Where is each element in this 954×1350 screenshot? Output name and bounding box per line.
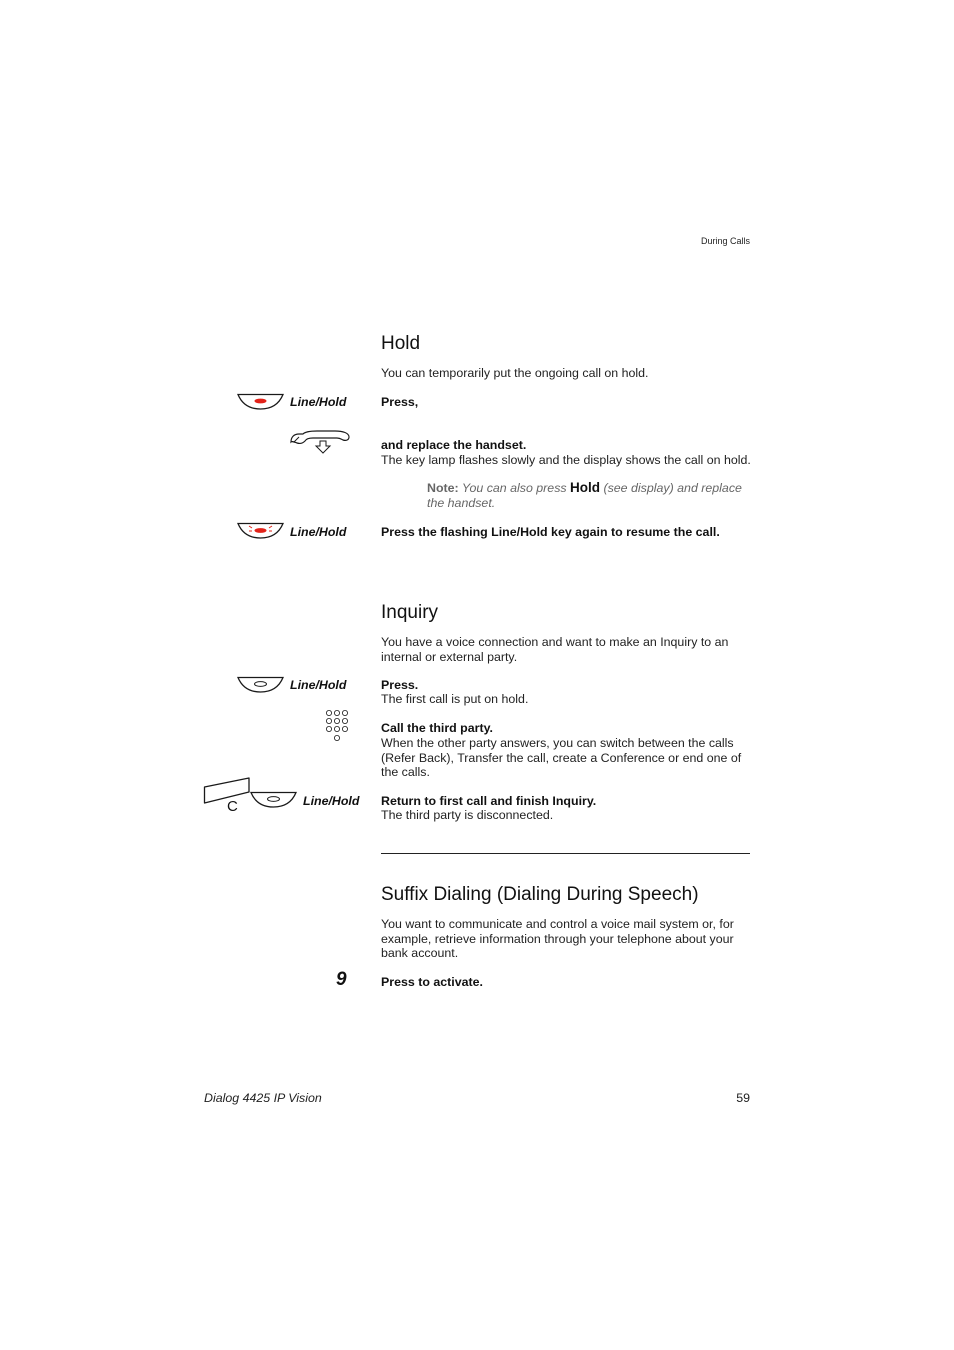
hold-heading: Hold: [381, 333, 421, 354]
inquiry-step1-text: Press.: [381, 678, 419, 692]
line-hold-key-label: Line/Hold: [290, 395, 347, 409]
note-text-2: (see display) and replace the handset.: [427, 481, 742, 510]
hold-note: [427, 480, 749, 511]
running-header: During Calls: [700, 236, 750, 246]
inquiry-heading: Inquiry: [381, 602, 439, 623]
line-hold-key-label: Line/Hold: [290, 678, 347, 692]
replace-handset-icon: [289, 429, 351, 455]
note-text-1: You can also press: [458, 481, 571, 495]
keypad-icon: [325, 709, 351, 745]
note-label: Note:: [427, 481, 459, 495]
digit-nine-key: 9: [336, 969, 347, 990]
section-divider: [381, 853, 750, 854]
line-hold-key-icon: [237, 676, 285, 694]
page-number: 59: [736, 1091, 750, 1105]
hold-intro: You can temporarily put the ongoing call on hold.: [381, 366, 649, 380]
clear-key-label: C: [227, 798, 238, 815]
inquiry-step3-text: Return to first call and finish Inquiry.: [381, 794, 597, 808]
line-hold-key-icon: [250, 791, 298, 809]
line-hold-key-label: Line/Hold: [303, 794, 360, 808]
line-hold-key-label: Line/Hold: [290, 525, 347, 539]
hold-step3-text: Press the flashing Line/Hold key again to resume the call.: [381, 525, 720, 539]
hold-step2-desc: The key lamp flashes slowly and the display shows the call on hold.: [381, 453, 751, 467]
line-hold-key-lit-icon: [237, 393, 285, 411]
inquiry-step2-text: Call the third party.: [381, 721, 493, 735]
suffix-heading: Suffix Dialing (Dialing During Speech): [381, 884, 699, 905]
inquiry-intro: You have a voice connection and want to make an Inquiry to an internal or external party.: [381, 635, 729, 664]
note-hold-softkey: Hold: [570, 480, 601, 495]
suffix-step1-text: Press to activate.: [381, 975, 483, 989]
footer-product-name: Dialog 4425 IP Vision: [204, 1091, 322, 1105]
inquiry-step3-desc: The third party is disconnected.: [381, 808, 554, 822]
hold-step1-text: Press,: [381, 395, 419, 409]
inquiry-step2-desc: When the other party answers, you can switch between the calls (Refer Back), Transfer the call, create a Conference or end one of the calls.: [381, 736, 742, 779]
inquiry-step1-desc: The first call is put on hold.: [381, 692, 529, 706]
hold-step2-text: and replace the handset.: [381, 438, 527, 452]
suffix-intro: You want to communicate and control a voice mail system or, for example, retrieve information through your telephone about your bank account.: [381, 917, 734, 960]
line-hold-key-flashing-icon: [237, 522, 285, 540]
